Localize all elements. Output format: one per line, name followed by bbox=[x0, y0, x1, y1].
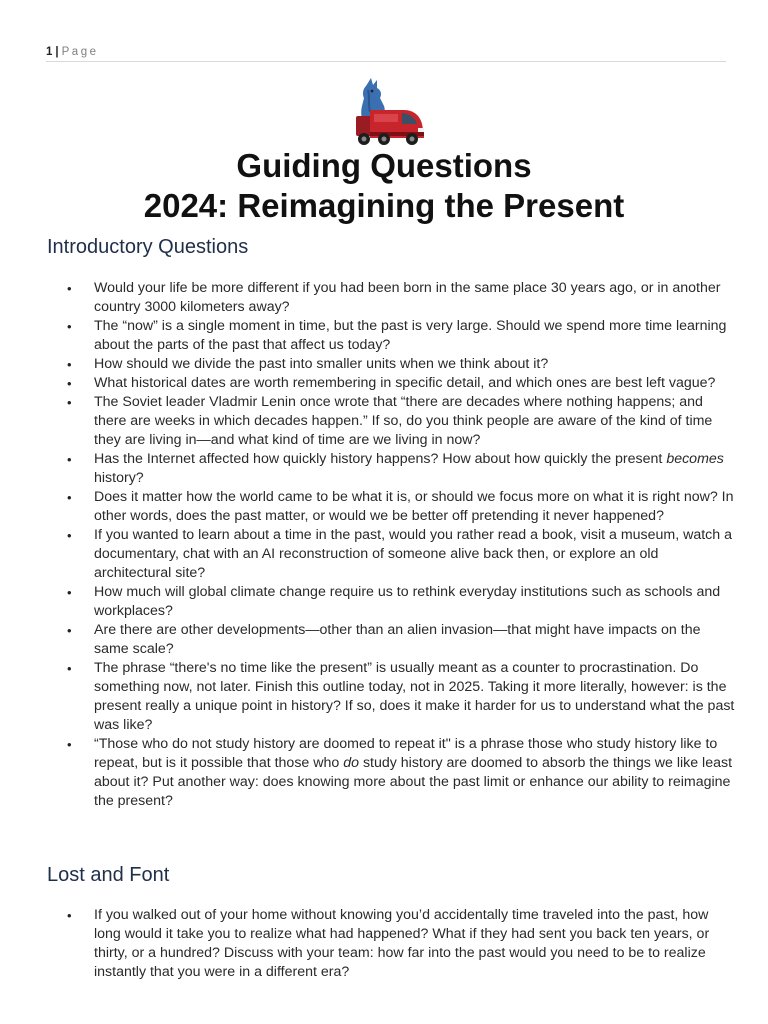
section-heading-lost-and-font: Lost and Font bbox=[47, 864, 170, 886]
list-item: • How should we divide the past into smaller units when we think about it? bbox=[47, 355, 737, 374]
text-segment: history? bbox=[94, 470, 144, 486]
list-item: • If you walked out of your home without knowing you’d accidentally time traveled into the past, how long would it take you to realize what had happened? What if they had sent you back ten years, or thirty, or a hundred? Discuss with your team: how far into the past would you need to be to realize instantly that you were in a different era? bbox=[47, 906, 737, 982]
list-item bbox=[47, 450, 737, 488]
text-segment: Has the Internet affected how quickly history happens? How about how quickly the present bbox=[94, 451, 667, 467]
question-list-introductory bbox=[47, 279, 737, 811]
list-item: • The phrase “there's no time like the present” is usually meant as a counter to procrastination. Do something now, not later. Finish this outline today, not in 2025. Taking it more literally, however: is the present really a unique point in history? If so, does it make it harder for us to understand what the past was like? bbox=[47, 659, 737, 735]
page-separator: | bbox=[55, 46, 59, 58]
text-segment: study history are doomed to absorb the things we like least about it? Put another way: does knowing more about the past limit or enhance our ability to reimagine the present? bbox=[94, 755, 733, 809]
list-item: • Does it matter how the world came to be what it is, or should we focus more on what it is right now? In other words, does the past matter, or would we be better off pretending it never happened? bbox=[47, 488, 737, 526]
list-item: • How much will global climate change require us to rethink everyday institutions such as schools and workplaces? bbox=[47, 583, 737, 621]
list-item: • The “now” is a single moment in time, but the past is very large. Should we spend more time learning about the parts of the past that affect us today? bbox=[47, 317, 737, 355]
title-line-2: 2024: Reimagining the Present bbox=[143, 187, 625, 224]
question-list-lost-and-font bbox=[47, 906, 737, 982]
page-header bbox=[46, 44, 726, 62]
list-item: • What historical dates are worth remembering in specific detail, and which ones are best left vague? bbox=[47, 374, 737, 393]
title-line-1: Guiding Questions bbox=[236, 147, 532, 184]
text-segment: “Those who do not study history are doomed to repeat it" is a phrase those who study history like to repeat, but is it possible that those who bbox=[94, 736, 718, 771]
list-item: • Are there are other developments—other than an alien invasion—that might have impacts on the same scale? bbox=[47, 621, 737, 659]
emphasis-text: becomes bbox=[666, 451, 724, 467]
section-heading-introductory: Introductory Questions bbox=[47, 236, 249, 258]
list-item: • Would your life be more different if you had been born in the same place 30 years ago, or in another country 3000 kilometers away? bbox=[47, 279, 737, 317]
page-number: 1 bbox=[46, 46, 53, 58]
list-item: • If you wanted to learn about a time in the past, would you rather read a book, visit a museum, watch a documentary, chat with an AI reconstruction of someone alive back then, or explore an old architectural site? bbox=[47, 526, 737, 583]
emphasis-text: do bbox=[343, 755, 359, 771]
list-item bbox=[47, 735, 737, 811]
document-title bbox=[0, 146, 768, 226]
list-item: • The Soviet leader Vladmir Lenin once wrote that “there are decades where nothing happens; and there are weeks in which decades happen.” If so, do you think people are aware of the kind of time they are living in—and what kind of time are we living in now? bbox=[47, 393, 737, 450]
alpaca-truck-logo-icon bbox=[344, 76, 426, 148]
page-label: Page bbox=[61, 46, 99, 58]
